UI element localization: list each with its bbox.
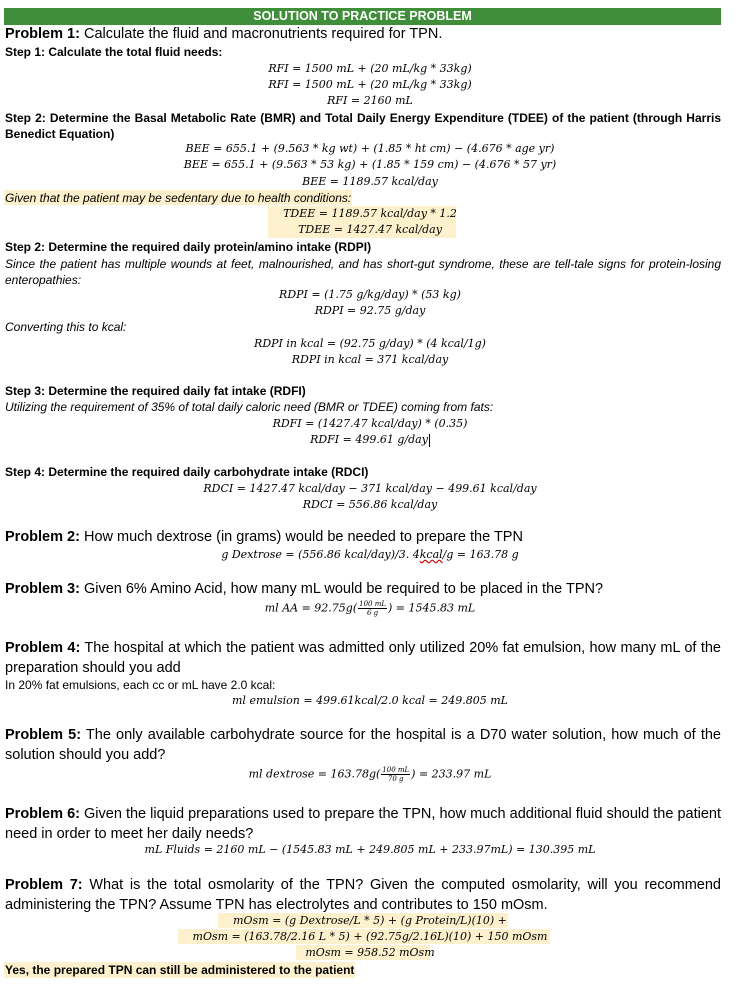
p1-step3-heading: Step 3: Determine the required daily fat intake (RDFI) <box>5 384 306 398</box>
p2-eq-part-a: g Dextrose = (556.86 kcal/day)/3. 4 <box>221 548 420 561</box>
p5-frac-num: 100 mL <box>382 766 410 774</box>
problem-2-text: How much dextrose (in grams) would be needed to prepare the TPN <box>79 529 523 545</box>
p5-eq-part-b: ) = 233.97 mL <box>411 767 492 781</box>
p1-rdfi-eq2-wrap <box>0 433 740 447</box>
problem-1-text: Calculate the fluid and macronutrients required for TPN. <box>79 26 443 42</box>
problem-3-label: Problem 3: <box>5 581 80 597</box>
p1-step4-heading: Step 4: Determine the required daily carbohydrate intake (RDCI) <box>5 465 369 479</box>
problem-3-heading <box>5 581 603 597</box>
p7-osm-eq1: mOsm = (g Dextrose/L * 5) + (g Protein/L)(10) + <box>233 914 507 927</box>
problem-5-heading <box>5 725 721 765</box>
p2-dextrose-eq <box>0 548 740 561</box>
solution-banner: SOLUTION TO PRACTICE PROBLEM <box>4 8 721 25</box>
p1-bee-eq1: BEE = 655.1 + (9.563 * kg wt) + (1.85 * ht cm) − (4.676 * age yr) <box>185 142 555 155</box>
p1-rfi-eq1: RFI = 1500 mL + (20 mL/kg * 33kg) <box>268 62 472 75</box>
problem-4-heading <box>5 638 721 678</box>
problem-1-label: Problem 1: <box>5 26 80 42</box>
problem-6-text: Given the liquid preparations used to prepare the TPN, how much additional fluid should the patient need in order to meet her daily needs? <box>5 806 721 842</box>
p7-osm-eq2: mOsm = (163.78/2.16 L * 5) + (92.75g/2.16L)(10) + 150 mOsm <box>192 930 548 943</box>
p3-frac-den: 6 g <box>366 609 379 617</box>
p2-eq-part-c: /g = 163.78 g <box>442 548 519 561</box>
p1-rdpi-eq1: RDPI = (1.75 g/kg/day) * (53 kg) <box>279 288 461 301</box>
problem-6-label: Problem 6: <box>5 806 80 822</box>
problem-2-label: Problem 2: <box>5 529 80 545</box>
problem-4-label: Problem 4: <box>5 640 81 656</box>
p1-rdfi-eq1: RDFI = (1427.47 kcal/day) * (0.35) <box>272 417 468 430</box>
p1-bee-eq2: BEE = 655.1 + (9.563 * 53 kg) + (1.85 * 159 cm) − (4.676 * 57 yr) <box>183 158 557 171</box>
p7-osm-eq3: mOsm = 958.52 mOsm <box>305 946 435 959</box>
p5-dextrose-eq <box>0 766 740 783</box>
p1-rdci-eq2: RDCI = 556.86 kcal/day <box>302 498 438 511</box>
p3-fraction <box>358 600 387 617</box>
problem-1-heading <box>5 26 442 42</box>
p1-tdee-eq2: TDEE = 1427.47 kcal/day <box>298 223 442 236</box>
p5-fraction <box>381 766 410 783</box>
p1-step2b-heading: Step 2: Determine the required daily protein/amino intake (RDPI) <box>5 240 372 254</box>
problem-7-label: Problem 7: <box>5 877 83 893</box>
problem-4-text: The hospital at which the patient was admitted only utilized 20% fat emulsion, how many mL of the preparation should you add <box>5 640 721 676</box>
p1-rfi-eq2: RFI = 1500 mL + (20 mL/kg * 33kg) <box>268 78 472 91</box>
p3-eq-part-b: ) = 1545.83 mL <box>388 601 476 615</box>
p1-bee-eq3: BEE = 1189.57 kcal/day <box>302 175 438 188</box>
p3-amino-eq <box>0 600 740 617</box>
problem-3-text: Given 6% Amino Acid, how many mL would be required to be placed in the TPN? <box>79 581 604 597</box>
p2-eq-kcal-misspelled: kcal <box>419 548 443 561</box>
p1-rdci-eq1: RDCI = 1427.47 kcal/day − 371 kcal/day − 499.61 kcal/day <box>203 482 537 495</box>
problem-6-heading <box>5 804 721 844</box>
problem-5-label: Problem 5: <box>5 727 82 743</box>
p5-frac-den: 70 g <box>387 775 404 783</box>
p1-fat-note: Utilizing the requirement of 35% of total daily caloric need (BMR or TDEE) coming from fats: <box>5 400 494 414</box>
problem-2-heading <box>5 529 523 545</box>
p1-step1-heading: Step 1: Calculate the total fluid needs: <box>5 45 223 59</box>
problem-7-heading <box>5 875 721 915</box>
p1-converting-note: Converting this to kcal: <box>5 320 127 334</box>
p3-frac-num: 100 mL <box>359 600 386 608</box>
p1-rdfi-eq2: RDFI = 499.61 g/day <box>310 433 428 446</box>
p1-sedentary-note: Given that the patient may be sedentary due to health conditions: <box>5 191 352 205</box>
p1-rdpi-eq2: RDPI = 92.75 g/day <box>314 304 426 317</box>
p1-protein-note: Since the patient has multiple wounds at feet, malnourished, and has short-gut syndrome, these are tell-tale signs for protein-losing enteropathies: <box>5 257 721 287</box>
p1-tdee-eq1: TDEE = 1189.57 kcal/day * 1.2 <box>283 207 457 220</box>
p7-conclusion: Yes, the prepared TPN can still be administered to the patient <box>5 963 355 977</box>
p1-rdpik-eq1: RDPI in kcal = (92.75 g/day) * (4 kcal/1g) <box>254 337 486 350</box>
problem-7-text: What is the total osmolarity of the TPN? Given the computed osmolarity, will you recommend administering the TPN? Assume TPN has electrolytes and contributes to 150 mOsm. <box>5 877 721 913</box>
problem-5-text: The only available carbohydrate source for the hospital is a D70 water solution, how much of the solution should you add? <box>5 727 721 763</box>
p1-rfi-eq3: RFI = 2160 mL <box>327 94 413 107</box>
p3-eq-part-a: ml AA = 92.75g( <box>264 601 358 615</box>
p6-fluids-eq: mL Fluids = 2160 mL − (1545.83 mL + 249.805 mL + 233.97mL) = 130.395 mL <box>144 843 596 856</box>
p1-rdpik-eq2: RDPI in kcal = 371 kcal/day <box>291 353 449 366</box>
p4-emulsion-eq: ml emulsion = 499.61kcal/2.0 kcal = 249.805 mL <box>232 694 508 707</box>
p5-eq-part-a: ml dextrose = 163.78g( <box>248 767 381 781</box>
text-cursor <box>429 434 430 447</box>
p4-emulsion-note: In 20% fat emulsions, each cc or mL have 2.0 kcal: <box>5 678 276 692</box>
p1-step2-heading: Step 2: Determine the Basal Metabolic Rate (BMR) and Total Daily Energy Expenditure (TDEE) of the patient (through Harris Benedict Equation) <box>5 111 721 141</box>
